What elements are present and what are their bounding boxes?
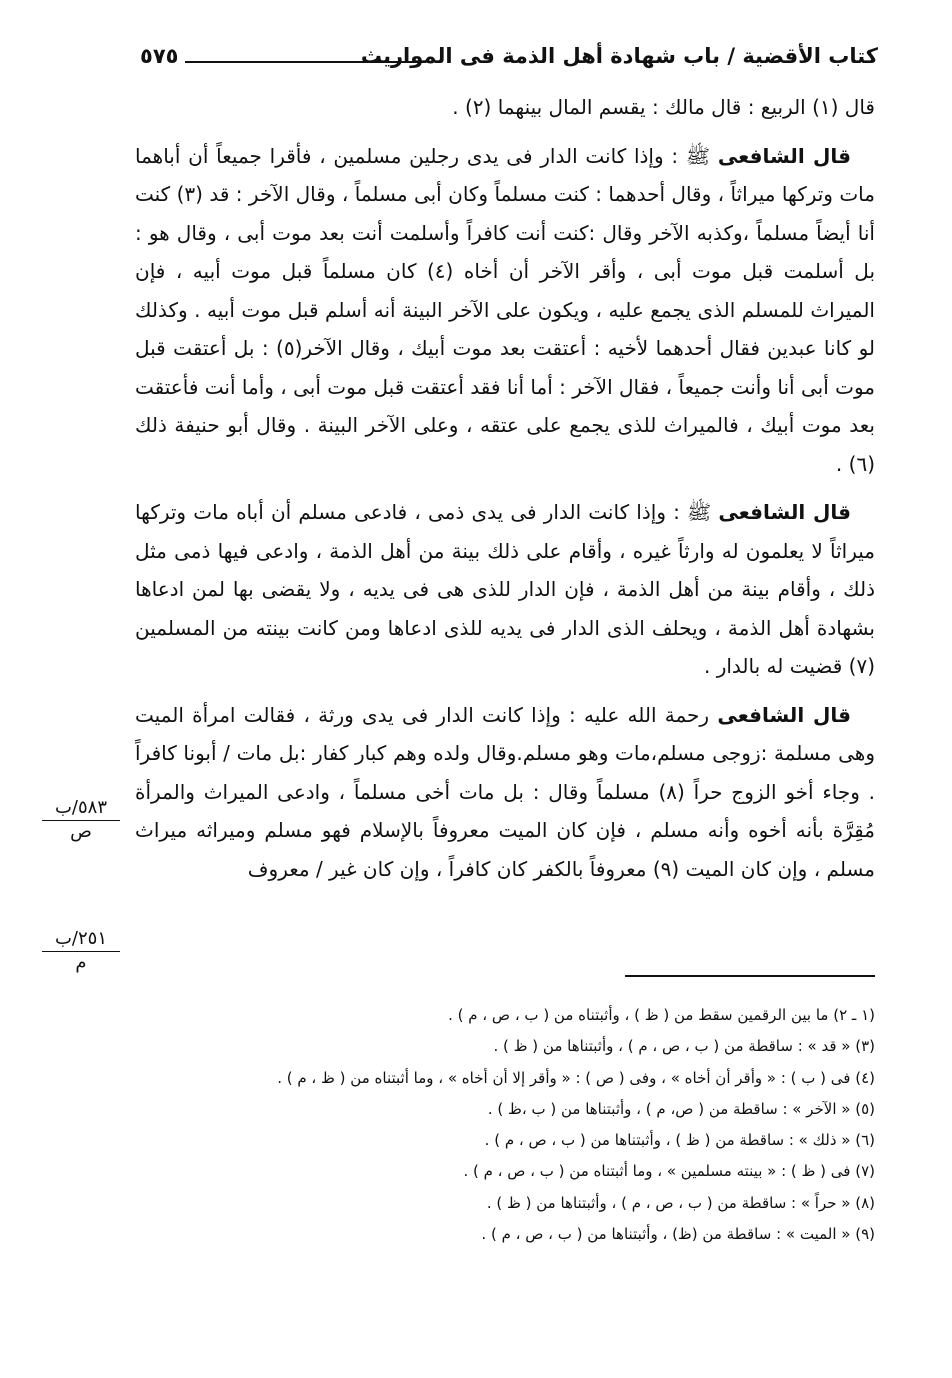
speaker-name: قال الشافعى (717, 702, 851, 727)
main-text (135, 88, 875, 888)
margin-note-siglum: م (75, 952, 87, 973)
paragraph-text: ﷺ : وإذا كانت الدار فى يدى رجلين مسلمين ، فأقرا جميعاً أن أباهما مات وتركها ميراثاً ، وقال أحدهما : كنت مسلماً وكان أبى مسلماً ، وقال الآخر : قد (٣) كنت أنا أيضاً مسلماً ،وكذبه الآخر وقال :كنت أنت كافراً وأسلمت أنت بعد موت أبى ، وقال هو : بل أسلمت قبل موت أبى ، وأقر الآخر أن أخاه (٤) كان مسلماً قبل موت أبيه ، فإن الميراث للمسلم الذى يجمع عليه ، ويكون على الآخر البينة أنه أسلم قبل موت أبيه . وكذلك لو كانا عبدين فقال أحدهما لأخيه : أعتقت بعد موت أبيك ، وقال الآخر(٥) : بل أعتقت قبل موت أبى أنا وأنت جميعاً ، فقال الآخر : أما أنا فقد أعتقت قبل موت أبى ، وأما أنت فأعتقت بعد موت أبيك ، فالميراث للذى يجمع على عتقه ، وعلى الآخر البينة . وقال أبو حنيفة ذلك (٦) . (135, 143, 876, 476)
footnote: (١ ـ ٢) ما بين الرقمين سقط من ( ظ ) ، وأثبتناه من ( ب ، ص ، م ) . (448, 1006, 875, 1024)
margin-note-folio: ٥٨٣/ب (42, 797, 120, 821)
page-header (140, 44, 878, 78)
paragraph-2 (135, 493, 875, 686)
margin-note-manuscript-2 (42, 928, 120, 974)
footnote: (٤) فى ( ب ) : « وأقر أن أخاه » ، وفى ( ص ) : « وأقر إلا أن أخاه » ، وما أثبتناه من ( ظ ، م ) . (277, 1068, 875, 1087)
header-rule (185, 61, 426, 63)
footnote: (٣) « قد » : ساقطة من ( ب ، ص ، م ) ، وأثبتناها من ( ظ ) . (493, 1037, 875, 1056)
speaker-name: قال الشافعى (717, 143, 851, 168)
page-number: ٥٧٥ (140, 44, 179, 68)
speaker-name: قال الشافعى (718, 500, 851, 524)
footnote-rule (625, 975, 875, 977)
paragraph-text: قال (١) الربيع : قال مالك : يقسم المال بينهما (٢) . (452, 95, 875, 119)
paragraph-1 (135, 137, 875, 484)
running-title: كتاب الأقضية / باب شهادة أهل الذمة فى المواريث (360, 44, 878, 68)
footnote: (٩) « الميت » : ساقطة من (ظ) ، وأثبتناها من ( ب ، ص ، م ) . (481, 1225, 875, 1244)
paragraph-text: ﷺ : وإذا كانت الدار فى يدى ذمى ، فادعى مسلم أن أباه مات وتركها ميراثاً لا يعلمون له وارثاً غيره ، وأقام على ذلك بينة من أهل الذمة ، وادعى فيها ذمى مثل ذلك ، وأقام بينة من أهل الذمة ، فإن الدار للذى هى فى يديه ، ولا يقضى بها لمن ادعاها بشهادة أهل الذمة ، ويحلف الذى الدار فى يديه للذى ادعاها ومن كانت بينته من المسلمين (٧) قضيت له بالدار . (135, 500, 875, 678)
paragraph-text: رحمة الله عليه : وإذا كانت الدار فى يدى ورثة ، فقالت امرأة الميت وهى مسلمة :زوجى مسلم،مات وهو مسلم.وقال ولده وهم كبار كفار :بل مات / أبونا كافراً . وجاء أخو الزوج حراً (٨) مسلماً وقال : بل مات أخى مسلماً ، وادعى الميراث والمرأة مُقِرَّة بأنه أخوه وأنه مسلم ، فإن كان الميت معروفاً بالإسلام فهو مسلم وميراثه ميراث مسلم ، وإن كان الميت (٩) معروفاً بالكفر كان كافراً ، وإن كان غير / معروف (135, 702, 875, 881)
margin-note-siglum: ص (70, 821, 92, 842)
margin-note-manuscript-1 (42, 797, 120, 843)
footnote: (٧) فى ( ظ ) : « بينته مسلمين » ، وما أثبتناه من ( ب ، ص ، م ) . (463, 1162, 875, 1181)
footnote: (٨) « حراً » : ساقطة من ( ب ، ص ، م ) ، وأثبتناها من ( ظ ) . (486, 1193, 875, 1212)
footnote: (٦) « ذلك » : ساقطة من ( ظ ) ، وأثبتناها من ( ب ، ص ، م ) . (484, 1131, 875, 1150)
margin-note-folio: ٢٥١/ب (42, 928, 120, 952)
paragraph-3 (135, 696, 875, 889)
footnotes (200, 1000, 875, 1250)
paragraph-intro (135, 88, 875, 127)
footnote: (٥) « الآخر » : ساقطة من ( ص، م ) ، وأثبتناها من ( ب ،ظ ) . (487, 1099, 875, 1118)
